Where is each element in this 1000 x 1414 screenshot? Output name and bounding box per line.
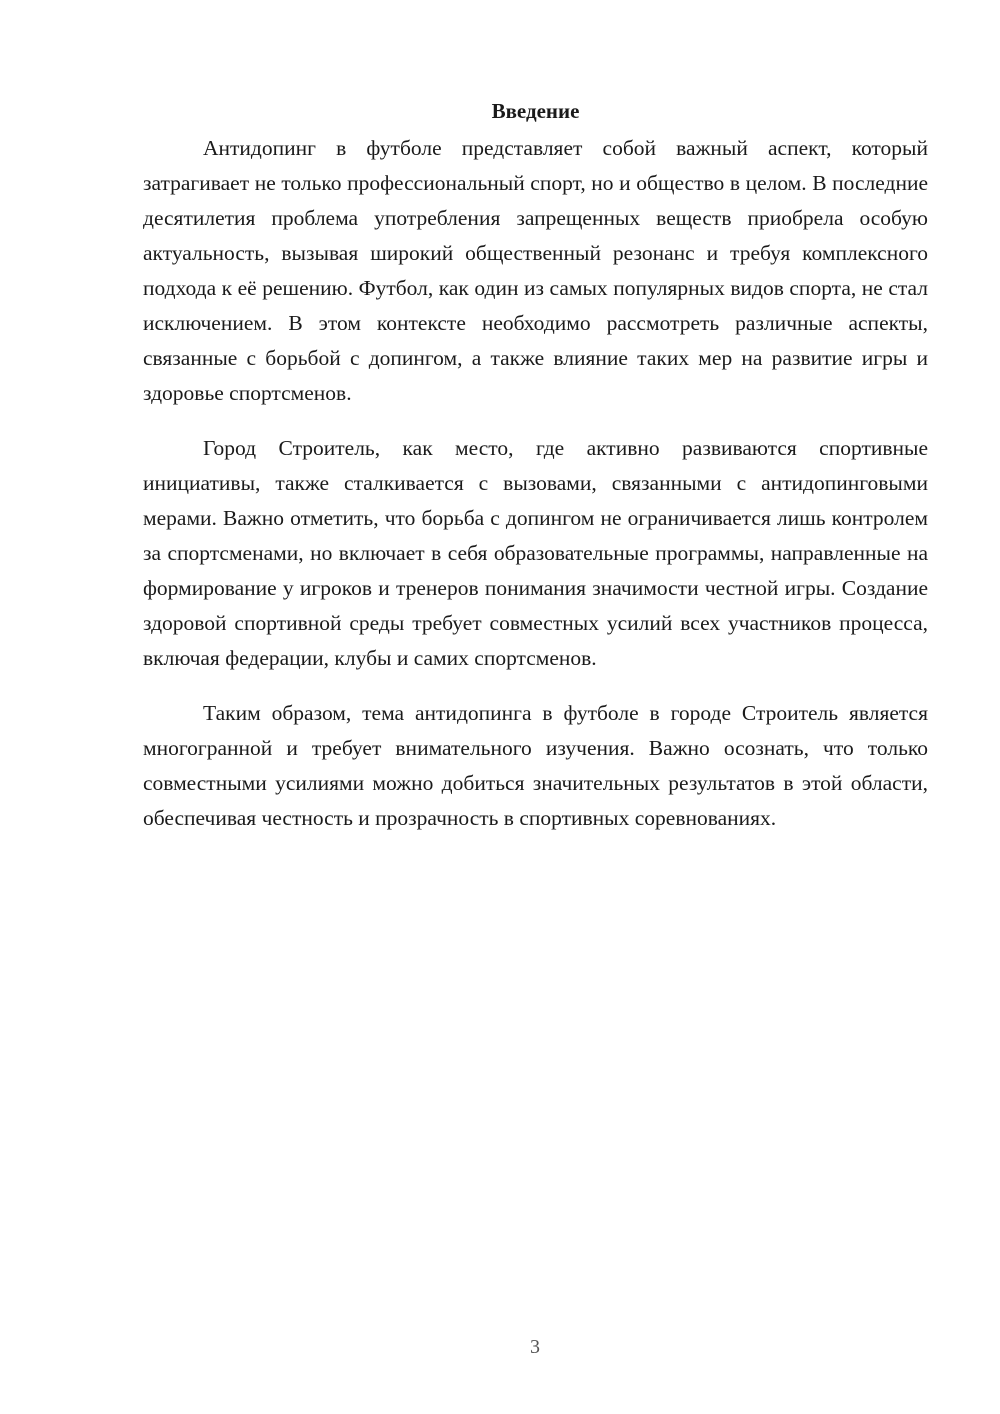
paragraph-3: Таким образом, тема антидопинга в футболе в городе Строитель является многогранной и требует внимательного изучения. Важно осознать, что только совместными усилиями можно добиться значительных результатов в этой области, обеспечивая честность и прозрачность в спортивных соревнованиях. [143, 701, 928, 830]
paragraph-1: Антидопинг в футболе представляет собой важный аспект, который затрагивает не только профессиональный спорт, но и общество в целом. В последние десятилетия проблема употребления запрещенных веществ приобрела особую актуальность, вызывая широкий общественный резонанс и требуя комплексного подхода к её решению. Футбол, как один из самых популярных видов спорта, не стал исключением. В этом контексте необходимо рассмотреть различные аспекты, связанные с борьбой с допингом, а также влияние таких мер на развитие игры и здоровье спортсменов. [143, 136, 928, 405]
paragraph-2: Город Строитель, как место, где активно развиваются спортивные инициативы, также сталкивается с вызовами, связанными с антидопинговыми мерами. Важно отметить, что борьба с допингом не ограничивается лишь контролем за спортсменами, но включает в себя образовательные программы, направленные на формирование у игроков и тренеров понимания значимости честной игры. Создание здоровой спортивной среды требует совместных усилий всех участников процесса, включая федерации, клубы и самих спортсменов. [143, 436, 928, 670]
section-heading: Введение [491, 99, 580, 123]
page-number: 3 [530, 1336, 540, 1358]
page-content [143, 96, 928, 856]
